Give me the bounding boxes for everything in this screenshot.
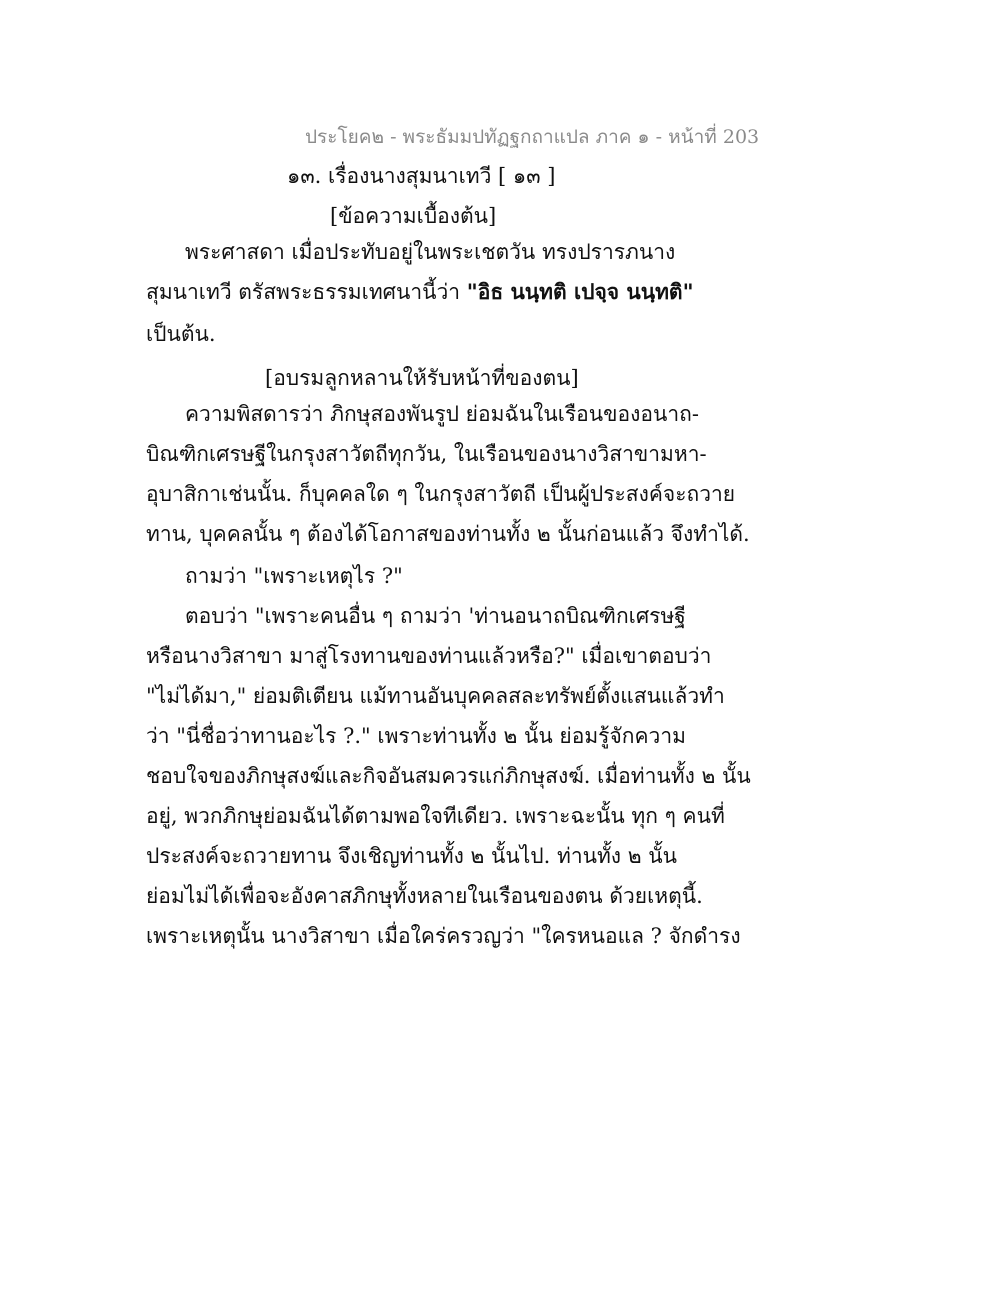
text-span: สุมนาเทวี ตรัสพระธรรมเทศนานี้ว่า — [146, 280, 467, 304]
text-line: ชอบใจของภิกษุสงฆ์และกิจอันสมควรแก่ภิกษุสงฆ์. เมื่อท่านทั้ง ๒ นั้น — [146, 764, 751, 788]
text-line: เป็นต้น. — [146, 322, 216, 346]
text-line: ถามว่า "เพราะเหตุไร ?" — [185, 564, 403, 588]
text-line: ประสงค์จะถวายทาน จึงเชิญท่านทั้ง ๒ นั้นไป. ท่านทั้ง ๒ นั้น — [146, 844, 677, 868]
text-line: บิณฑิกเศรษฐีในกรุงสาวัตถีทุกวัน, ในเรือนของนางวิสาขามหา- — [146, 442, 707, 466]
text-line: พระศาสดา เมื่อประทับอยู่ในพระเชตวัน ทรงปรารภนาง — [185, 240, 676, 264]
subhead-intro: [ข้อความเบื้องต้น] — [330, 204, 497, 228]
text-line: ความพิสดารว่า ภิกษุสองพันรูป ย่อมฉันในเรือนของอนาถ- — [185, 402, 699, 426]
pali-quote: "อิธ นนฺทติ เปจฺจ นนฺทติ" — [466, 279, 694, 304]
text-line: ย่อมไม่ได้เพื่อจะอังคาสภิกษุทั้งหลายในเรือนของตน ด้วยเหตุนี้. — [146, 884, 703, 908]
text-line: ว่า "นี่ชื่อว่าทานอะไร ?." เพราะท่านทั้ง ๒ นั้น ย่อมรู้จักความ — [146, 724, 686, 748]
text-line: อยู่, พวกภิกษุย่อมฉันได้ตามพอใจทีเดียว. เพราะฉะนั้น ทุก ๆ คนที่ — [146, 804, 725, 828]
text-line: เพราะเหตุนั้น นางวิสาขา เมื่อใคร่ครวญว่า "ใครหนอแล ? จักดำรง — [146, 924, 741, 948]
text-line: อุบาสิกาเช่นนั้น. ก็บุคคลใด ๆ ในกรุงสาวัตถี เป็นผู้ประสงค์จะถวาย — [146, 482, 736, 506]
story-title: ๑๓. เรื่องนางสุมนาเทวี [ ๑๓ ] — [287, 164, 556, 188]
subhead-section: [อบรมลูกหลานให้รับหน้าที่ของตน] — [265, 366, 579, 390]
text-line: ตอบว่า "เพราะคนอื่น ๆ ถามว่า 'ท่านอนาถบิณฑิกเศรษฐี — [185, 604, 686, 628]
text-line — [146, 278, 866, 306]
text-line: "ไม่ได้มา," ย่อมติเตียน แม้ทานอันบุคคลสละทรัพย์ตั้งแสนแล้วทำ — [146, 684, 725, 708]
text-line: หรือนางวิสาขา มาสู่โรงทานของท่านแล้วหรือ?" เมื่อเขาตอบว่า — [146, 644, 712, 668]
page-header: ประโยค๒ - พระธัมมปทัฏฐกถาแปล ภาค ๑ - หน้าที่ 203 — [305, 126, 760, 148]
text-line: ทาน, บุคคลนั้น ๆ ต้องได้โอกาสของท่านทั้ง ๒ นั้นก่อนแล้ว จึงทำได้. — [146, 522, 750, 546]
